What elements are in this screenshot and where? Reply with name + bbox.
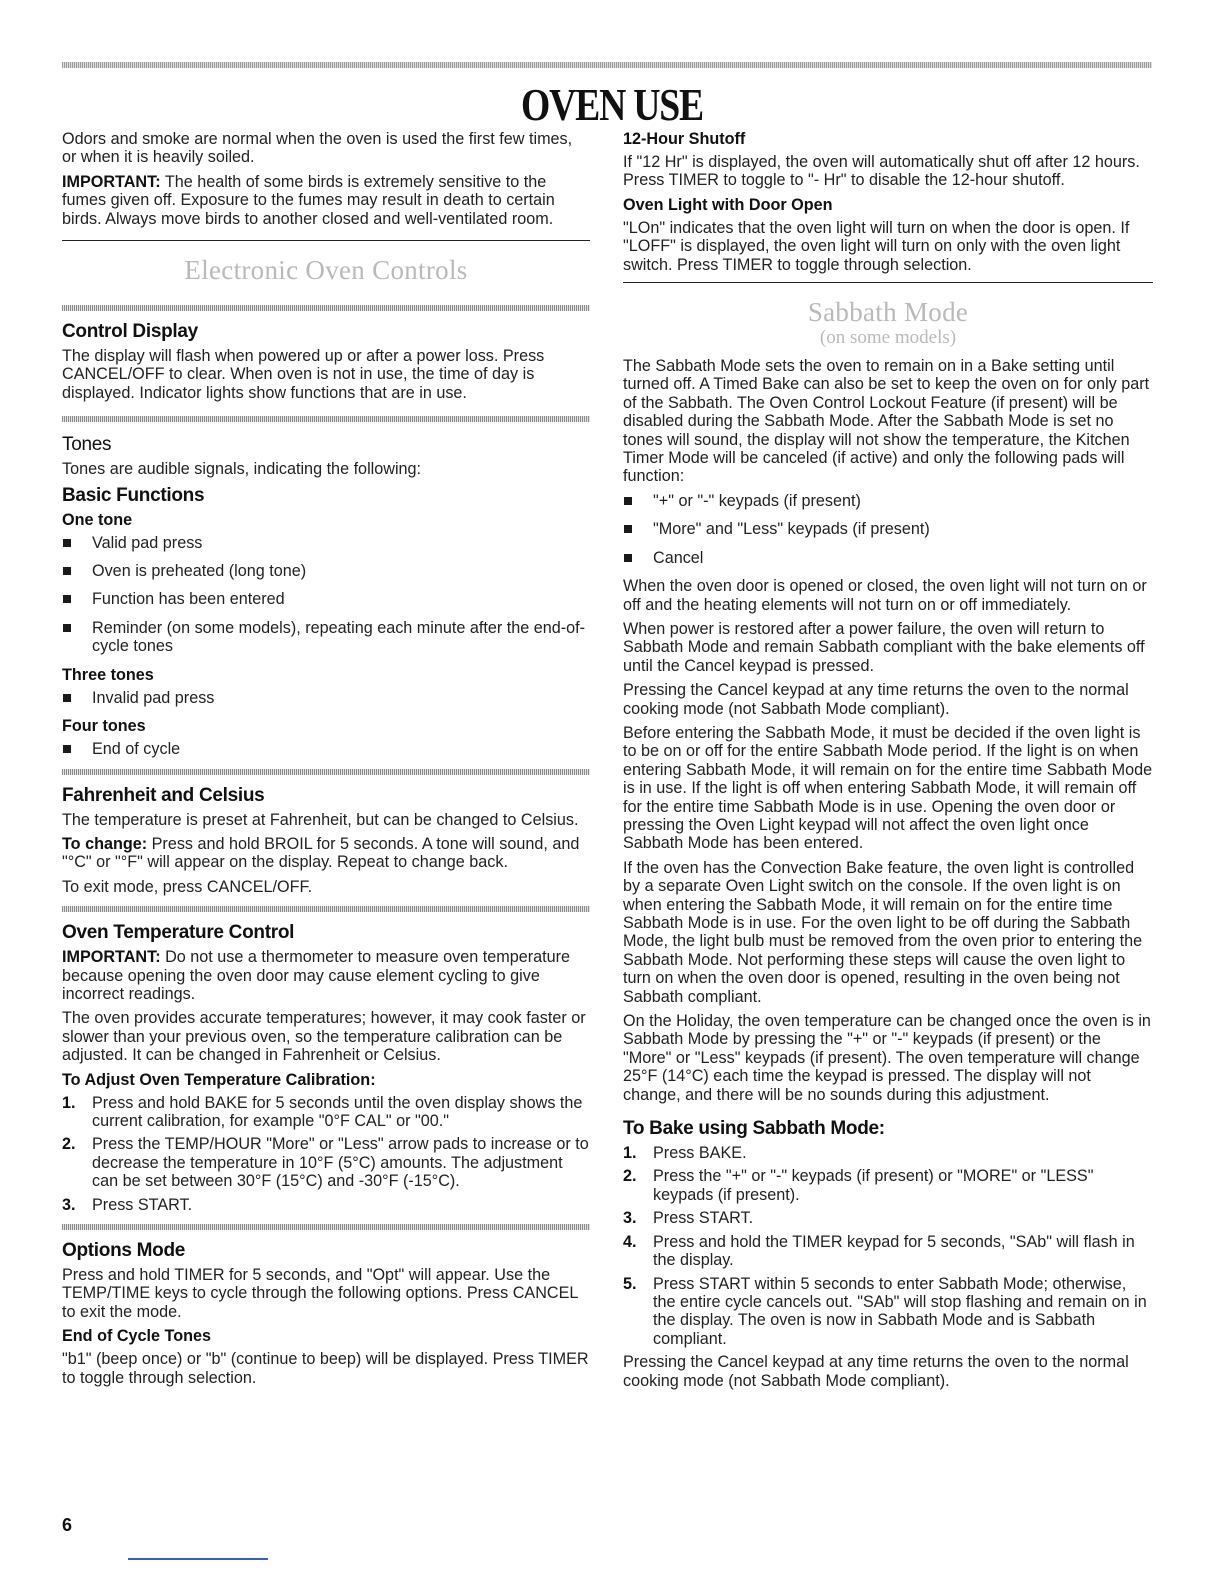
list-item: Reminder (on some models), repeating each minute after the end-of-cycle tones — [62, 619, 590, 656]
list-item: End of cycle — [62, 740, 590, 758]
four-tones-list — [62, 740, 590, 758]
hatch-divider — [62, 416, 590, 422]
exit-mode-text: To exit mode, press CANCEL/OFF. — [62, 877, 313, 896]
three-tones-list — [62, 689, 590, 707]
four-tones-heading: Four tones — [62, 717, 146, 736]
sabbath-paragraph: If the oven has the Convection Bake feature, the oven light is controlled by a separate Oven Light switch on the console. If the oven light is on when entering the Sabbath Mode, it will remain on for the entire time Sabbath Mode is in use. For the oven light to be off during the Sabbath Mode, the light bulb must be removed from the oven prior to entering the Sabbath Mode. Not performing these steps will cause the oven light to turn on when the oven door is opened, resulting in the oven being not Sabbath compliant. — [623, 858, 1143, 1006]
end-of-cycle-text: "b1" (beep once) or "b" (continue to beep) will be displayed. Press TIMER to toggle through selection. — [62, 1350, 589, 1387]
hatch-divider — [62, 305, 590, 311]
list-item: "+" or "-" keypads (if present) — [623, 492, 1153, 510]
page-number: 6 — [62, 1515, 73, 1535]
three-tones-heading: Three tones — [62, 665, 154, 684]
end-of-cycle-tones-heading: End of Cycle Tones — [62, 1327, 212, 1346]
one-tone-heading: One tone — [62, 510, 133, 529]
sabbath-paragraph: When power is restored after a power failure, the oven will return to Sabbath Mode and remain Sabbath compliant with the bake elements off until the Cancel keypad is pressed. — [623, 619, 1145, 675]
sabbath-paragraph: When the oven door is opened or closed, the oven light will not turn on or off and the heating elements will not turn on or off immediately. — [623, 577, 1147, 614]
shutoff-heading: 12-Hour Shutoff — [623, 130, 746, 148]
tones-intro: Tones are audible signals, indicating the following: — [62, 460, 422, 479]
step-item: 2. Press the "+" or "-" keypads (if present) or "MORE" or "LESS" keypads (if present). — [623, 1167, 1094, 1204]
step-item: 3. Press START. — [623, 1209, 754, 1228]
sabbath-paragraph: Before entering the Sabbath Mode, it must be decided if the oven light is to be on or off for the entire Sabbath Mode period. If the light is on when entering Sabbath Mode, it will remain on for the entire time Sabbath Mode is in use. If the light is off when entering Sabbath Mode, it will remain off for the entire time Sabbath Mode is in use. Opening the oven door or pressing the Oven Light keypad will not affect the oven light once Sabbath Mode has been entered. — [623, 723, 1153, 853]
list-item: "More" and "Less" keypads (if present) — [623, 520, 1153, 538]
basic-functions-heading: Basic Functions — [62, 484, 205, 506]
step-item: 3. Press START. — [62, 1195, 193, 1214]
important-paragraph: IMPORTANT: The health of some birds is extremely sensitive to the fumes given off. Exposure to the fumes may result in death to certain birds. Always move birds to another closed and well-ventilated room. — [62, 172, 555, 228]
adjust-calibration-heading: To Adjust Oven Temperature Calibration: — [62, 1070, 376, 1089]
intro-paragraph: Odors and smoke are normal when the oven is used the first few times, or when it is heavily soiled. — [62, 130, 573, 167]
left-column — [62, 130, 590, 1393]
options-mode-text: Press and hold TIMER for 5 seconds, and "Opt" will appear. Use the TEMP/TIME keys to cycle through the following options. Press CANCEL to exit the mode. — [62, 1266, 578, 1321]
section-banner-electronic-oven-controls: Electronic Oven Controls — [184, 255, 468, 286]
list-item: Function has been entered — [62, 590, 590, 608]
oven-temp-important: IMPORTANT: Do not use a thermometer to measure oven temperature because opening the oven door may cause element cycling to give incorrect readings. — [62, 948, 570, 1003]
step-item: 4. Press and hold the TIMER keypad for 5 seconds, "SAb" will flash in the display. — [623, 1232, 1135, 1270]
sabbath-paragraph: The Sabbath Mode sets the oven to remain on in a Bake setting until turned off. A Timed Bake can also be set to keep the oven on for only part of the Sabbath. The Oven Control Lockout Feature (if present) will be disabled during the Sabbath Mode. After the Sabbath Mode is set no tones will sound, the display will not show the temperature, the Kitchen Timer Mode will be canceled (if active) and only the following pads will function: — [623, 357, 1150, 486]
list-item: Invalid pad press — [62, 689, 590, 707]
divider — [62, 240, 590, 241]
sabbath-keypad-list — [623, 492, 1153, 567]
section-banner-sabbath-mode: Sabbath Mode — [807, 297, 969, 328]
step-item: 1. Press and hold BAKE for 5 seconds until the oven display shows the current calibration, for example "0°F CAL" or "00." — [62, 1093, 583, 1130]
light-door-open-heading: Oven Light with Door Open — [623, 195, 833, 214]
step-item: 5. Press START within 5 seconds to enter Sabbath Mode; otherwise, the entire cycle cancels out. "SAb" will stop flashing and remain on in the display. The oven is now in Sabbath Mode and is Sabbath compliant. — [623, 1274, 1147, 1348]
one-tone-list — [62, 534, 590, 656]
oven-temp-text: The oven provides accurate temperatures; however, it may cook faster or slower than your previous oven, so the temperature calibration can be adjusted. It can be changed in Fahrenheit or Celsius. — [62, 1009, 586, 1065]
sabbath-paragraph: Pressing the Cancel keypad at any time returns the oven to the normal cooking mode (not Sabbath Mode compliant). — [623, 681, 1129, 718]
right-column — [623, 130, 1153, 1396]
hatch-divider — [62, 906, 590, 912]
list-item: Oven is preheated (long tone) — [62, 562, 590, 580]
options-mode-heading: Options Mode — [62, 1240, 186, 1261]
list-item: Valid pad press — [62, 534, 590, 552]
bake-sabbath-heading: To Bake using Sabbath Mode: — [623, 1118, 885, 1140]
control-display-text: The display will flash when powered up or after a power loss. Press CANCEL/OFF to clear. When oven is not in use, the time of day is displayed. Indicator lights show functions that are in use. — [62, 347, 545, 402]
step-item: 2. Press the TEMP/HOUR "More" or "Less" arrow pads to increase or to decrease the temperature in 10°F (5°C) amounts. The adjustment can be set between 30°F (15°C) and -30°F (-15°C). — [62, 1135, 589, 1191]
control-display-heading: Control Display — [62, 321, 198, 343]
divider — [623, 282, 1153, 283]
oven-temperature-control-heading: Oven Temperature Control — [62, 922, 295, 944]
to-change-paragraph: To change: Press and hold BROIL for 5 seconds. A tone will sound, and "°C" or "°F" will appear on the display. Repeat to change back. — [62, 834, 580, 872]
footer-line — [128, 1558, 268, 1560]
sabbath-subtitle: (on some models) — [819, 327, 957, 349]
sabbath-paragraph: On the Holiday, the oven temperature can be changed once the oven is in Sabbath Mode by pressing the "+" or "-" keypads (if present) or the "More" or "Less" keypads (if present). The oven temperature will change 25°F (14°C) each time the keypad is pressed. The display will not change, and there will be no sounds during this adjustment. — [623, 1012, 1151, 1104]
step-item: 1. Press BAKE. — [623, 1144, 747, 1163]
final-paragraph: Pressing the Cancel keypad at any time returns the oven to the normal cooking mode (not Sabbath Mode compliant). — [623, 1353, 1129, 1390]
calibration-steps — [62, 1094, 590, 1214]
fahrenheit-text: The temperature is preset at Fahrenheit, but can be changed to Celsius. — [62, 810, 579, 829]
page-title: OVEN USE — [521, 79, 703, 130]
light-door-open-text: "LOn" indicates that the oven light will turn on when the door is open. If "LOFF" is displayed, the oven light will turn on only with the oven light switch. Press TIMER to toggle through selection. — [623, 218, 1130, 274]
shutoff-text: If "12 Hr" is displayed, the oven will automatically shut off after 12 hours. Press TIMER to toggle to "- Hr" to disable the 12-hour shutoff. — [623, 153, 1140, 190]
top-hatch-bar — [62, 62, 1152, 68]
bake-sabbath-steps — [623, 1144, 1153, 1348]
hatch-divider — [62, 769, 590, 775]
hatch-divider — [62, 1224, 590, 1230]
list-item: Cancel — [623, 549, 1153, 567]
tones-heading: Tones — [62, 434, 112, 456]
fahrenheit-celsius-heading: Fahrenheit and Celsius — [62, 784, 265, 806]
